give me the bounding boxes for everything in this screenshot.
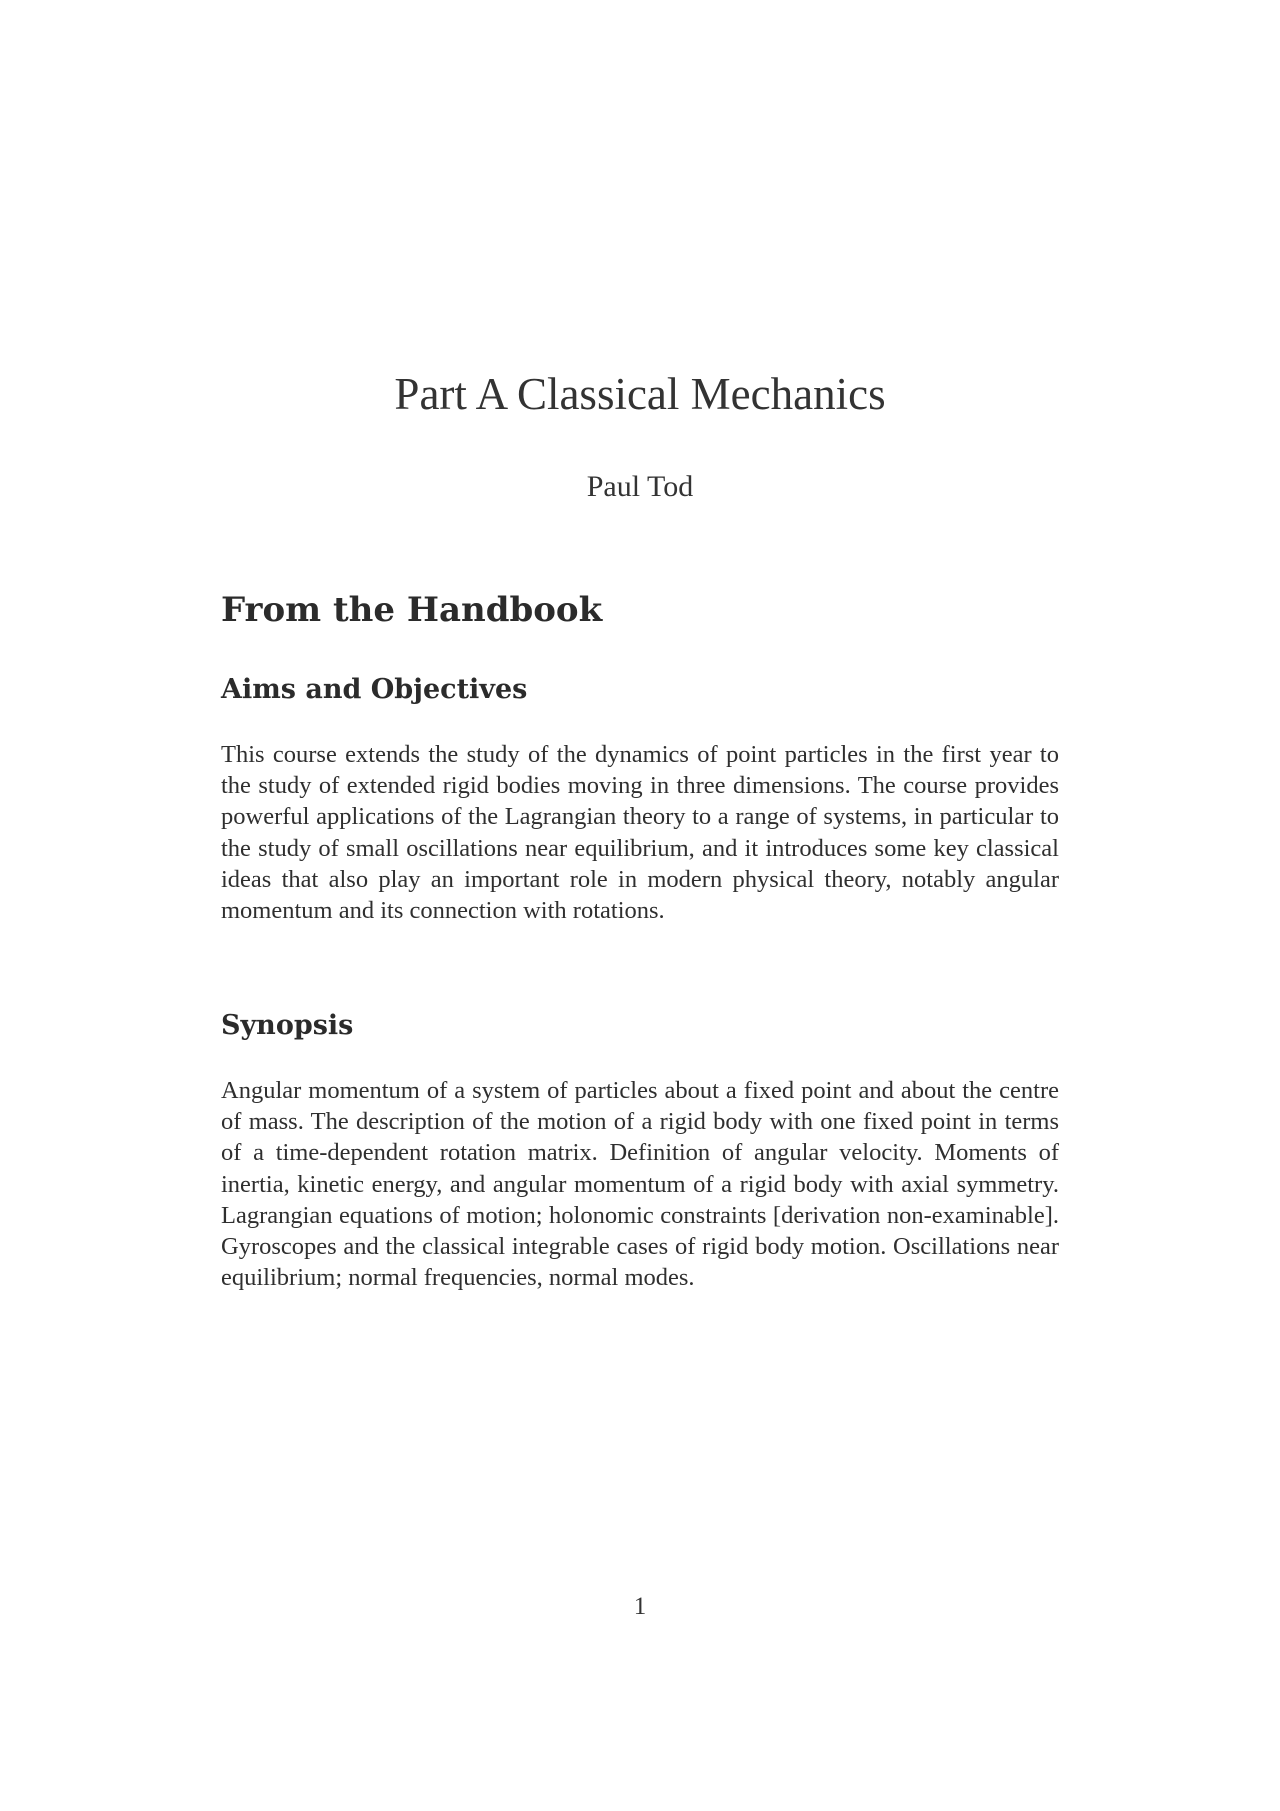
synopsis-paragraph: Angular momentum of a system of particles about a fixed point and about the centre of mass. The description of the motion of a rigid body with one fixed point in terms of a time-dependent rotation matrix. Definition of angular velocity. Moments of inertia, kinetic energy, and angular momentum of a rigid body with axial symmetry. Lagrangian equations of motion; holonomic constraints [derivation non-examinable]. Gyroscopes and the classical integrable cases of rigid body motion. Oscillations near equilibrium; normal frequencies, normal modes. <box>221 1077 1059 1292</box>
document-title-text: Part A Classical Mechanics <box>394 369 886 419</box>
subsection-heading-synopsis: Synopsis <box>221 1010 354 1041</box>
aims-paragraph: This course extends the study of the dynamics of point particles in the first year to the study of extended rigid bodies moving in three dimensions. The course provides powerful applications of the Lagrangian theory to a range of systems, in particular to the study of small oscillations near equilibrium, and it introduces some key classical ideas that also play an important role in modern physical theory, notably angular momentum and its connection with rotations. <box>221 741 1059 925</box>
subsection-heading-aims: Aims and Objectives <box>221 674 528 705</box>
document-author: Paul Tod <box>586 470 694 503</box>
page-number: 1 <box>633 1593 647 1620</box>
section-heading: From the Handbook <box>221 590 603 630</box>
document-title <box>0 368 1280 420</box>
